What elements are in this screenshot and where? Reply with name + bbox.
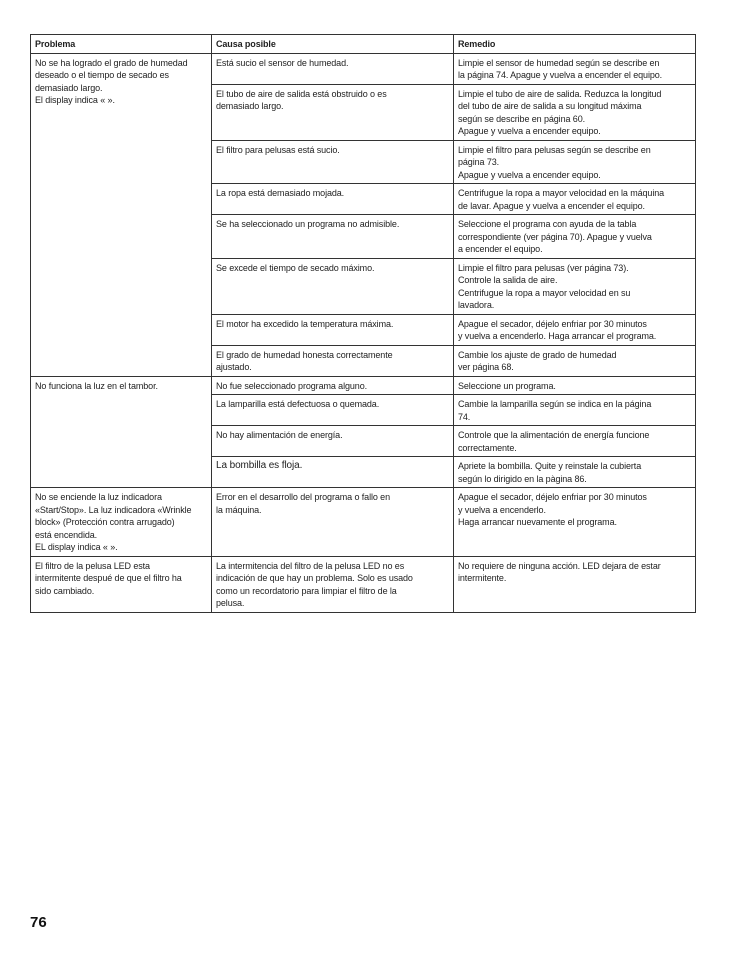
remedy-cell: Apriete la bombilla. Quite y reinstale la cubierta según lo dirigido en la pàgina 86. [454, 457, 696, 488]
remedy-cell: Apague el secador, déjelo enfriar por 30 minutos y vuelva a encenderlo. Haga arrancar el programa. [454, 314, 696, 345]
remedy-cell: Cambie la lamparilla según se indica en la página 74. [454, 395, 696, 426]
problem-cell: El filtro de la pelusa LED esta intermitente despué de que el filtro ha sido cambiado. [31, 556, 212, 612]
remedy-cell: No requiere de ninguna acción. LED dejara de estar intermitente. [454, 556, 696, 612]
remedy-cell: Limpie el filtro para pelusas (ver página 73). Controle la salida de aire. Centrifugue la ropa a mayor velocidad en su lavadora. [454, 258, 696, 314]
cause-cell: La ropa está demasiado mojada. [212, 184, 454, 215]
problem-cell: No se enciende la luz indicadora «Start/Stop». La luz indicadora «Wrinkle block» (Protección contra arrugado) está encendida. EL display indica « ». [31, 488, 212, 557]
remedy-cell: Limpie el tubo de aire de salida. Reduzca la longitud del tubo de aire de salida a su longitud máxima según se describe en página 60. Apague y vuelva a encender equipo. [454, 84, 696, 140]
remedy-cell: Apague el secador, déjelo enfriar por 30 minutos y vuelva a encenderlo. Haga arrancar nuevamente el programa. [454, 488, 696, 557]
cause-cell: Se excede el tiempo de secado máximo. [212, 258, 454, 314]
table-row [31, 488, 696, 557]
header-causa-posible: Causa posible [212, 35, 454, 54]
problem-cell: No se ha logrado el grado de humedad deseado o el tiempo de secado es demasiado largo. El display indica « ». [31, 53, 212, 376]
cause-cell: El tubo de aire de salida está obstruido o es demasiado largo. [212, 84, 454, 140]
cause-cell: No fue seleccionado programa alguno. [212, 376, 454, 395]
remedy-cell: Limpie el filtro para pelusas según se describe en página 73. Apague y vuelva a encender equipo. [454, 140, 696, 184]
table-row [31, 376, 696, 395]
table-row [31, 53, 696, 84]
cause-cell: No hay alimentación de energía. [212, 426, 454, 457]
cause-cell: La lamparilla está defectuosa o quemada. [212, 395, 454, 426]
table-body [31, 53, 696, 612]
page-number: 76 [30, 914, 47, 931]
cause-cell: Error en el desarrollo del programa o fallo en la máquina. [212, 488, 454, 557]
remedy-cell: Controle que la alimentación de energía funcione correctamente. [454, 426, 696, 457]
cause-cell: Está sucio el sensor de humedad. [212, 53, 454, 84]
cause-cell: Se ha seleccionado un programa no admisible. [212, 215, 454, 259]
header-row [31, 35, 696, 54]
remedy-cell: Seleccione el programa con ayuda de la tabla correspondiente (ver página 70). Apague y vuelva a encender el equipo. [454, 215, 696, 259]
cause-cell: El grado de humedad honesta correctamente ajustado. [212, 345, 454, 376]
problem-cell: No funciona la luz en el tambor. [31, 376, 212, 488]
table-row [31, 556, 696, 612]
troubleshooting-table [30, 34, 696, 613]
cause-cell: La bombilla es floja. [212, 457, 454, 488]
header-problema: Problema [31, 35, 212, 54]
header-remedio: Remedio [454, 35, 696, 54]
remedy-cell: Seleccione un programa. [454, 376, 696, 395]
cause-cell: La intermitencia del filtro de la pelusa LED no es indicación de que hay un problema. Solo es usado como un recordatorio para limpiar el filtro de la pelusa. [212, 556, 454, 612]
remedy-cell: Cambie los ajuste de grado de humedad ver página 68. [454, 345, 696, 376]
table-header [31, 35, 696, 54]
cause-cell: El motor ha excedido la temperatura máxima. [212, 314, 454, 345]
cause-cell: El filtro para pelusas está sucio. [212, 140, 454, 184]
remedy-cell: Limpie el sensor de humedad según se describe en la página 74. Apague y vuelva a encender el equipo. [454, 53, 696, 84]
remedy-cell: Centrifugue la ropa a mayor velocidad en la máquina de lavar. Apague y vuelva a encender el equipo. [454, 184, 696, 215]
